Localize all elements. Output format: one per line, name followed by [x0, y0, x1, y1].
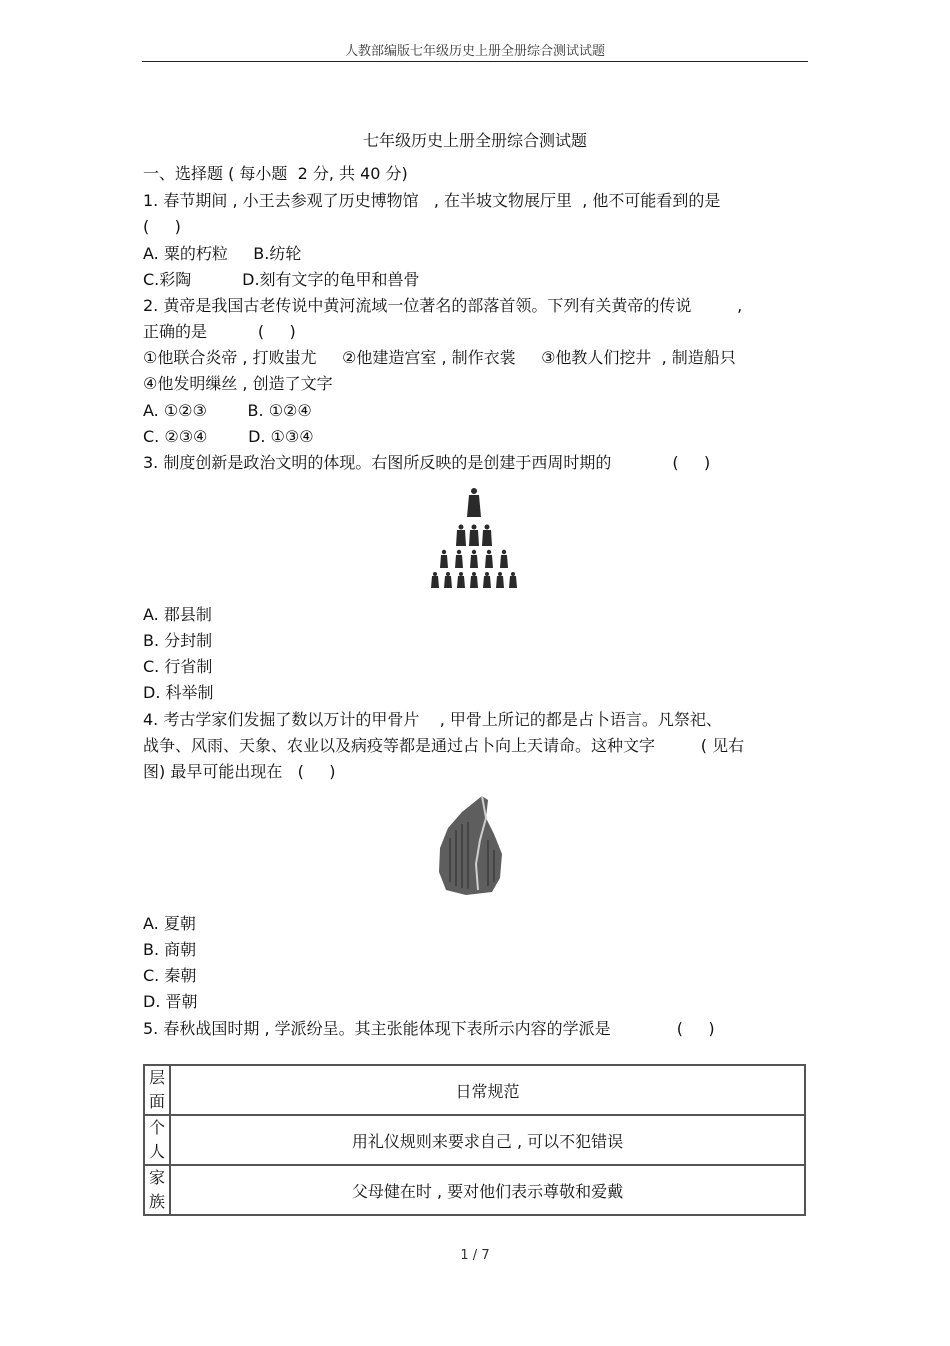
confucian-norms-table — [143, 1064, 806, 1216]
q4-stem-end: 图) 最早可能出现在 ( ) — [143, 762, 336, 781]
q4-option-a: A. 夏朝 — [143, 914, 196, 933]
q2-stem: 2. 黄帝是我国古老传说中黄河流域一位著名的部落首领。下列有关黄帝的传说 , — [143, 296, 743, 315]
q1-options-cd: C.彩陶 D.刻有文字的龟甲和兽骨 — [143, 270, 420, 289]
running-header: 人教部编版七年级历史上册全册综合测试试题 — [344, 44, 605, 59]
table-row — [144, 1165, 805, 1215]
table-row — [144, 1115, 805, 1165]
q5-stem: 5. 春秋战国时期 , 学派纷呈。其主张能体现下表所示内容的学派是 ( ) — [143, 1019, 715, 1038]
feudal-hierarchy-figure — [428, 484, 520, 590]
q4-stem: 4. 考古学家们发掘了数以万计的甲骨片 , 甲骨上所记的都是占卜语言。凡祭祀、 — [143, 710, 722, 729]
page-number: 1 / 7 — [460, 1248, 490, 1263]
section-heading: 一、选择题 ( 每小题 2 分, 共 40 分) — [143, 164, 408, 183]
q3-stem: 3. 制度创新是政治文明的体现。右图所反映的是创建于西周时期的 ( ) — [143, 453, 711, 472]
q1-stem: 1. 春节期间 , 小王去参观了历史博物馆 , 在半坡文物展厅里 , 他不可能看到的是 — [143, 191, 721, 210]
q2-items-cont: ④他发明缫丝 , 创造了文字 — [143, 374, 333, 393]
row-key: 层 面 — [144, 1065, 170, 1115]
q3-option-c: C. 行省制 — [143, 657, 213, 676]
oracle-bone-figure — [436, 794, 504, 896]
q4-stem-cont: 战争、风雨、天象、农业以及病疫等都是通过占卜向上天请命。这种文字 ( 见右 — [143, 736, 745, 755]
q2-options-cd: C. ②③④ D. ①③④ — [143, 427, 314, 446]
row-value: 用礼仪规则来要求自己 , 可以不犯错误 — [170, 1115, 805, 1165]
q4-option-b: B. 商朝 — [143, 940, 197, 959]
q2-options-ab: A. ①②③ B. ①②④ — [143, 401, 312, 420]
row-value: 父母健在时 , 要对他们表示尊敬和爱戴 — [170, 1165, 805, 1215]
row-value: 日常规范 — [170, 1065, 805, 1115]
q2-items: ①他联合炎帝 , 打败蚩尤 ②他建造宫室 , 制作衣裳 ③他教人们挖井 , 制造船只 — [143, 348, 736, 367]
header-rule — [142, 61, 808, 62]
q3-option-b: B. 分封制 — [143, 631, 213, 650]
q3-option-a: A. 郡县制 — [143, 605, 212, 624]
q1-bracket: ( ) — [143, 217, 181, 236]
table-row — [144, 1065, 805, 1115]
page-title: 七年级历史上册全册综合测试题 — [362, 131, 587, 150]
q2-stem-cont: 正确的是 ( ) — [143, 322, 296, 341]
q4-option-c: C. 秦朝 — [143, 966, 197, 985]
row-key: 个 人 — [144, 1115, 170, 1165]
q1-options-ab: A. 粟的朽粒 B.纺轮 — [143, 244, 302, 263]
q3-option-d: D. 科举制 — [143, 683, 214, 702]
q4-option-d: D. 晋朝 — [143, 992, 198, 1011]
row-key: 家 族 — [144, 1165, 170, 1215]
